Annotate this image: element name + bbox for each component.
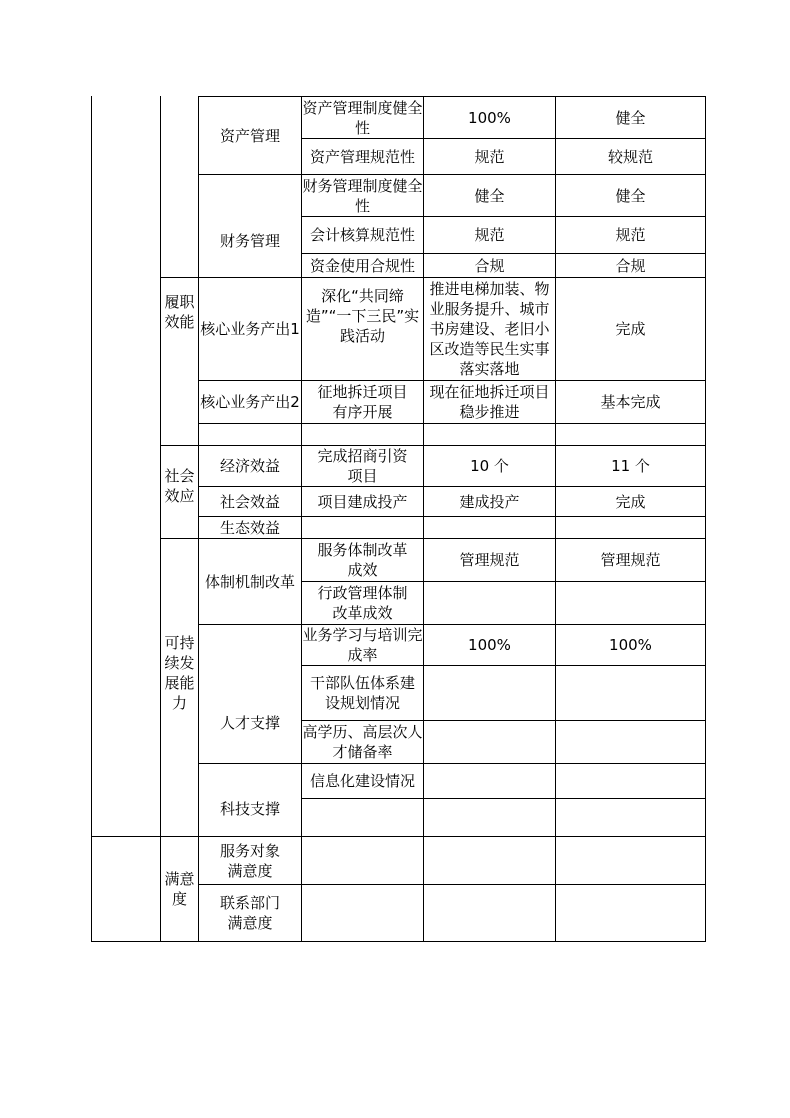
target-cell [424,97,555,138]
actual-value: 健全 [615,186,646,205]
actual-value: 规范 [615,226,646,244]
indicator-cell [302,666,423,720]
target-value: 推进电梯加装、物业服务提升、城市书房建设、老旧小区改造等民生实事落实落地 [429,280,550,378]
actual-value: 完成 [615,320,646,338]
target-value: 建成投产 [459,492,520,511]
indicator-text: 征地拆迁项目有序开展 [317,383,408,421]
target-value: 健全 [474,186,505,205]
target-cell [424,175,555,216]
indicator-cell [302,254,423,277]
actual-value: 基本完成 [600,393,661,411]
indicator-text: 高学历、高层次人才储备率 [302,723,423,761]
actual-cell [556,217,705,253]
category-label: 满意度 [164,870,195,908]
target-cell [424,254,555,277]
indicator-text: 财务管理制度健全性 [302,176,423,215]
row-label-asset-mgmt [199,97,301,174]
actual-cell [556,278,705,380]
actual-cell [556,381,705,423]
indicator-text: 会计核算规范性 [309,226,415,244]
indicator-cell [302,764,423,798]
actual-value: 100% [609,636,652,654]
target-cell [424,278,555,380]
category-sustain [161,539,198,836]
indicator-text: 完成招商引资项目 [317,447,408,485]
actual-value: 较规范 [607,147,653,166]
service-satisfaction-label: 服务对象满意度 [219,841,280,880]
actual-cell [556,539,705,581]
reform-label: 体制机制改革 [204,572,295,591]
table-divider [198,423,706,424]
target-value: 100% [468,108,511,127]
row-label-dept-satisfaction [199,885,301,941]
actual-cell [556,97,705,138]
row-label-talent [199,625,301,763]
actual-cell [556,254,705,277]
indicator-cell [302,97,423,138]
row-label-service-satisfaction [199,837,301,884]
indicator-text: 干部队伍体系建设规划情况 [309,674,415,712]
indicator-cell [302,139,423,174]
actual-value: 管理规范 [600,551,661,569]
actual-cell [556,446,705,486]
target-value: 100% [468,636,511,654]
row-label-finance-mgmt [199,175,301,277]
target-value: 现在征地拆迁项目稳步推进 [429,383,550,421]
target-value: 10 个 [470,457,509,475]
talent-label: 人才支撑 [219,714,280,732]
target-value: 规范 [474,226,505,244]
indicator-text: 资产管理制度健全性 [302,98,423,137]
target-value: 合规 [474,256,505,275]
actual-value: 健全 [615,108,646,127]
indicator-cell [302,381,423,423]
core-output-1-label: 核心业务产出1 [200,320,300,338]
row-label-tech [199,764,301,836]
indicator-cell [302,625,423,665]
target-cell [424,539,555,581]
indicator-text: 资产管理规范性 [309,147,415,166]
dept-satisfaction-label: 联系部门满意度 [219,894,280,932]
indicator-cell [302,721,423,763]
indicator-cell [302,286,423,380]
indicator-text: 服务体制改革成效 [317,541,408,579]
target-cell [424,625,555,665]
indicator-cell [302,582,423,624]
actual-value: 合规 [615,256,646,275]
indicator-text: 信息化建设情况 [309,772,415,790]
category-label: 可持续发展能力 [164,633,195,712]
indicator-text: 资金使用合规性 [309,256,415,275]
target-cell [424,446,555,486]
target-value: 规范 [474,147,505,166]
target-cell [424,381,555,423]
row-label-core-output-2 [199,381,301,423]
indicator-cell [302,539,423,581]
social-benefit-label: 社会效益 [219,492,280,511]
target-cell [424,139,555,174]
row-label-core-output-1 [199,278,301,380]
category-label: 履职效能 [164,293,195,331]
actual-value: 11 个 [611,457,650,475]
asset-mgmt-label: 资产管理 [219,126,280,145]
indicator-text: 行政管理体制改革成效 [317,584,408,622]
actual-cell [556,175,705,216]
table-divider [301,798,706,799]
row-label-ecological [199,517,301,538]
indicator-cell [302,487,423,516]
finance-mgmt-label: 财务管理 [219,232,280,250]
ecological-label: 生态效益 [219,518,280,537]
economic-label: 经济效益 [219,457,280,475]
table-border-left [91,96,92,942]
core-output-2-label: 核心业务产出2 [200,393,300,411]
row-label-reform [199,539,301,624]
indicator-text: 深化“共同缔造”“一下三民”实践活动 [305,287,420,345]
table-border-right [705,96,706,942]
target-cell [424,487,555,516]
indicator-text: 业务学习与培训完成率 [302,626,423,664]
category-label: 社会效应 [164,467,195,505]
actual-value: 完成 [615,492,646,511]
actual-cell [556,139,705,174]
indicator-cell [302,217,423,253]
row-label-social-benefit [199,487,301,516]
target-value: 管理规范 [459,551,520,569]
indicator-cell [302,175,423,216]
table-border-bottom [91,941,706,942]
tech-label: 科技支撑 [219,800,280,818]
indicator-text: 项目建成投产 [317,492,408,511]
row-label-economic [199,446,301,486]
target-cell [424,217,555,253]
category-satisfaction [161,837,198,941]
actual-cell [556,625,705,665]
category-performance [161,292,198,352]
actual-cell [556,487,705,516]
category-social [161,446,198,538]
indicator-cell [302,446,423,486]
